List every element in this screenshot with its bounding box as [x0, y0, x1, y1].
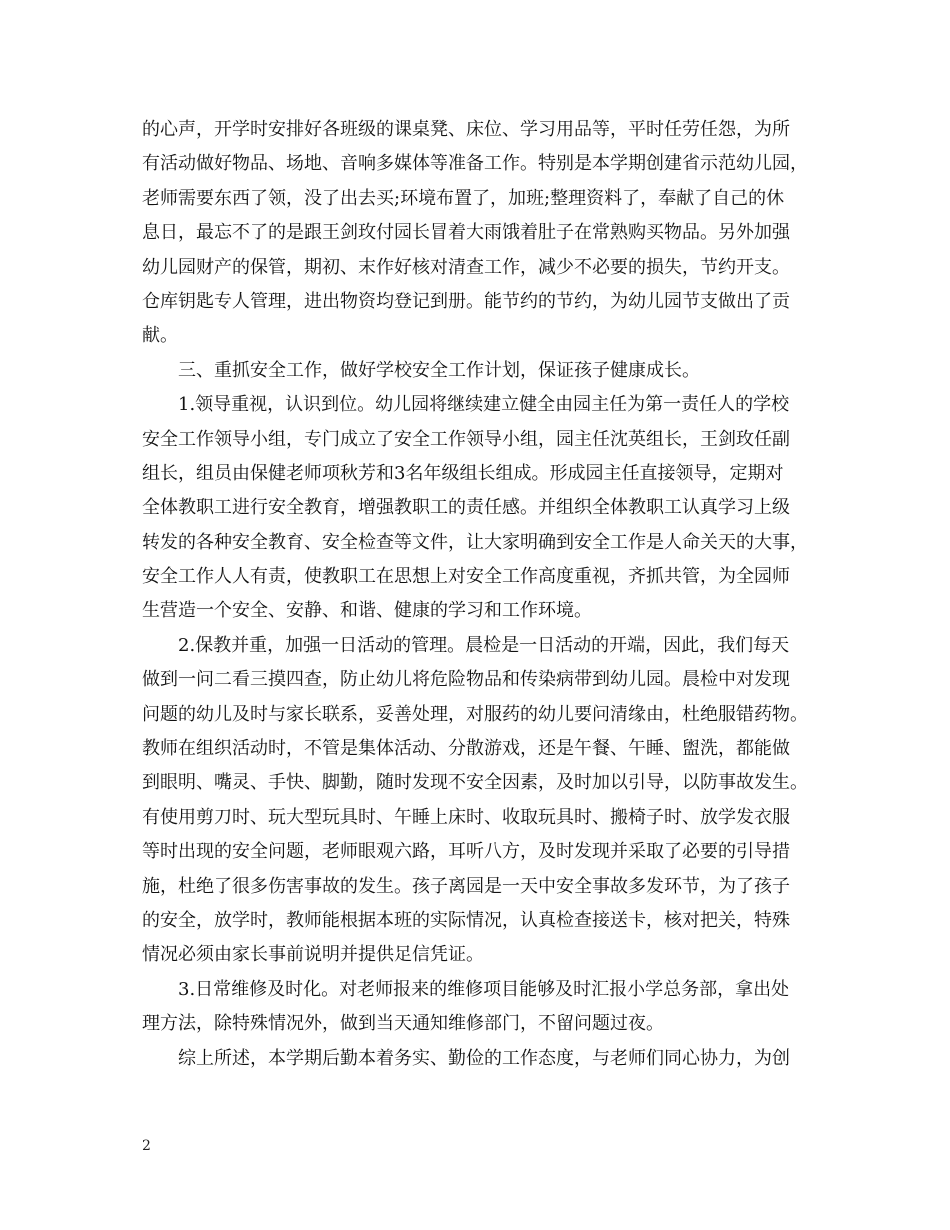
page-number: 2: [142, 1138, 151, 1154]
text-line: 理方法，除特殊情况外，做到当天通知维修部门，不留问题过夜。: [142, 1013, 664, 1035]
text-line: 生营造一个安全、安静、和谐、健康的学习和工作环境。: [142, 600, 592, 622]
text-line: 有活动做好物品、场地、音响多媒体等准备工作。特别是本学期创建省示范幼儿园，: [142, 153, 808, 175]
text-line: 幼儿园财产的保管，期初、末作好核对清查工作，减少不必要的损失，节约开支。: [142, 256, 790, 278]
text-line: 献。: [142, 325, 178, 347]
text-line: 的安全，放学时，教师能根据本班的实际情况，认真检查接送卡，核对把关，特殊: [142, 909, 790, 931]
text-line: 问题的幼儿及时与家长联系，妥善处理，对服药的幼儿要问清缘由，杜绝服错药物。: [142, 703, 808, 725]
text-line: 仓库钥匙专人管理，进出物资均登记到册。能节约的节约，为幼儿园节支做出了贡: [142, 290, 790, 312]
text-line: 1.领导重视，认识到位。幼儿园将继续建立健全由园主任为第一责任人的学校: [178, 394, 790, 416]
text-line: 施，杜绝了很多伤害事故的发生。孩子离园是一天中安全事故多发环节，为了孩子: [142, 875, 790, 897]
text-line: 2.保教并重，加强一日活动的管理。晨检是一日活动的开端，因此，我们每天: [178, 634, 790, 656]
text-line: 等时出现的安全问题，老师眼观六路，耳听八方，及时发现并采取了必要的引导措: [142, 841, 790, 863]
text-line: 安全工作领导小组，专门成立了安全工作领导小组，园主任沈英组长，王剑玫任副: [142, 428, 790, 450]
text-line: 三、重抓安全工作，做好学校安全工作计划，保证孩子健康成长。: [178, 359, 700, 381]
text-line: 的心声，开学时安排好各班级的课桌凳、床位、学习用品等，平时任劳任怨，为所: [142, 119, 790, 140]
text-line: 安全工作人人有责，使教职工在思想上对安全工作高度重视，齐抓共管，为全园师: [142, 566, 790, 588]
text-line: 全体教职工进行安全教育，增强教职工的责任感。并组织全体教职工认真学习上级: [142, 497, 790, 519]
document-body: [142, 113, 832, 1076]
text-line: 有使用剪刀时、玩大型玩具时、午睡上床时、收取玩具时、搬椅子时、放学发衣服: [142, 806, 790, 828]
text-line: 情况必须由家长事前说明并提供足信凭证。: [142, 944, 484, 966]
text-line: 息日，最忘不了的是跟王剑玫付园长冒着大雨饿着肚子在常熟购买物品。另外加强: [142, 222, 790, 244]
text-line: 老师需要东西了领，没了出去买;环境布置了，加班;整理资料了，奉献了自己的休: [142, 187, 785, 209]
text-line: 到眼明、嘴灵、手快、脚勤，随时发现不安全因素，及时加以引导，以防事故发生。: [142, 772, 808, 794]
text-line: 做到一问二看三摸四查，防止幼儿将危险物品和传染病带到幼儿园。晨检中对发现: [142, 669, 790, 691]
text-line: 综上所述，本学期后勤本着务实、勤俭的工作态度，与老师们同心协力，为创: [178, 1047, 790, 1069]
text-line: 组长，组员由保健老师项秋芳和3名年级组长组成。形成园主任直接领导，定期对: [142, 462, 784, 484]
text-line: 转发的各种安全教育、安全检查等文件，让大家明确到安全工作是人命关天的大事，: [142, 531, 808, 553]
text-line: 教师在组织活动时，不管是集体活动、分散游戏，还是午餐、午睡、盥洗，都能做: [142, 738, 790, 760]
text-line: 3.日常维修及时化。对老师报来的维修项目能够及时汇报小学总务部，拿出处: [178, 978, 790, 1000]
